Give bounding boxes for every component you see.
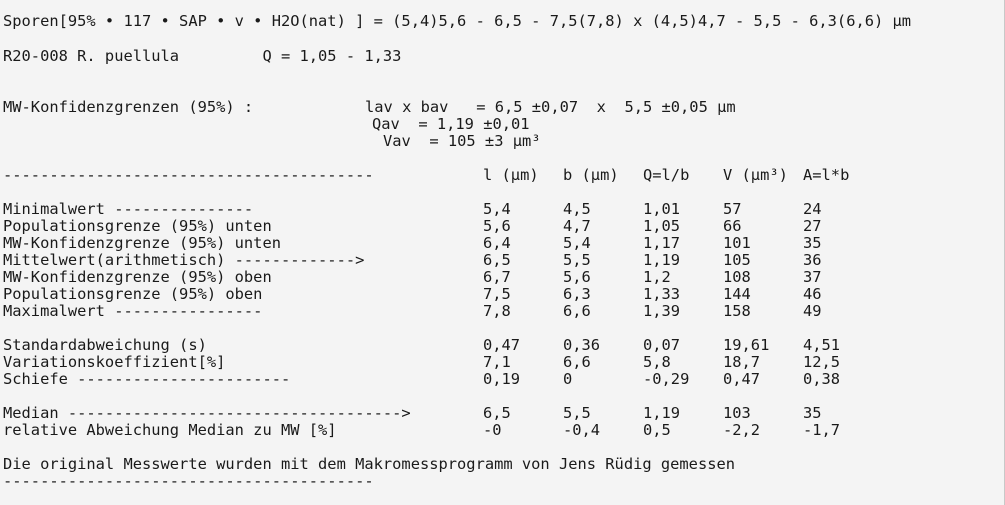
table-cell: 49	[803, 302, 822, 320]
table-cell: 0,47	[723, 370, 761, 388]
table-cell: 5,6	[483, 217, 511, 235]
table-cell: 24	[803, 200, 822, 218]
row-label: Variationskoeffizient[%]	[3, 353, 226, 371]
table-cell: 5,4	[563, 234, 591, 252]
table-cell: 6,3	[563, 285, 591, 303]
table-cell: 7,8	[483, 302, 511, 320]
table-cell: 35	[803, 404, 822, 422]
table-cell: 144	[723, 285, 751, 303]
table-cell: 0,36	[563, 336, 601, 354]
table-cell: 18,7	[723, 353, 761, 371]
table-cell: 1,19	[643, 251, 681, 269]
table-cell: 57	[723, 200, 742, 218]
table-cell: 5,5	[563, 404, 591, 422]
table-cell: 6,5	[483, 404, 511, 422]
table-cell: -2,2	[723, 421, 761, 439]
table-cell: 7,1	[483, 353, 511, 371]
table-cell: -0,4	[563, 421, 601, 439]
table-cell: 1,17	[643, 234, 681, 252]
table-cell: 5,4	[483, 200, 511, 218]
table-cell: 158	[723, 302, 751, 320]
column-header-length: l (µm)	[483, 166, 539, 184]
table-cell: 6,6	[563, 302, 591, 320]
lav-bav-value: lav x bav = 6,5 ±0,07 x 5,5 ±0,05 µm	[365, 98, 736, 116]
table-cell: 6,4	[483, 234, 511, 252]
table-cell: 6,7	[483, 268, 511, 286]
table-cell: -0	[483, 421, 502, 439]
table-cell: 5,5	[563, 251, 591, 269]
table-cell: 108	[723, 268, 751, 286]
table-cell: -0,29	[643, 370, 690, 388]
table-cell: 1,01	[643, 200, 681, 218]
row-label: Populationsgrenze (95%) unten	[3, 217, 272, 235]
table-cell: 19,61	[723, 336, 770, 354]
table-cell: 0,5	[643, 421, 671, 439]
column-header-ratio: Q=l/b	[643, 166, 690, 184]
table-cell: 7,5	[483, 285, 511, 303]
table-cell: 0,19	[483, 370, 521, 388]
table-cell: 6,6	[563, 353, 591, 371]
column-header-volume: V (µm³)	[723, 166, 788, 184]
row-label: MW-Konfidenzgrenze (95%) unten	[3, 234, 281, 252]
column-header-width: b (µm)	[563, 166, 619, 184]
table-cell: 66	[723, 217, 742, 235]
table-cell: 105	[723, 251, 751, 269]
table-cell: 4,5	[563, 200, 591, 218]
row-label: Minimalwert ---------------	[3, 200, 254, 218]
table-cell: 1,33	[643, 285, 681, 303]
table-cell: 5,6	[563, 268, 591, 286]
row-label: Schiefe -----------------------	[3, 370, 291, 388]
table-cell: 0,38	[803, 370, 841, 388]
table-cell: 35	[803, 234, 822, 252]
table-cell: 12,5	[803, 353, 841, 371]
footer-note: Die original Messwerte wurden mit dem Makromessprogramm von Jens Rüdig gemessen	[3, 455, 736, 473]
row-label: Mittelwert(arithmetisch) ------------->	[3, 251, 365, 269]
qav-value: Qav = 1,19 ±0,01	[372, 115, 530, 133]
row-label: Median ------------------------------------>	[3, 404, 411, 422]
row-label: Maximalwert ----------------	[3, 302, 263, 320]
table-cell: 4,51	[803, 336, 841, 354]
column-header-area: A=l*b	[803, 166, 850, 184]
table-cell: 1,2	[643, 268, 671, 286]
table-cell: 27	[803, 217, 822, 235]
table-cell: 36	[803, 251, 822, 269]
spore-summary-line: Sporen[95% • 117 • SAP • v • H2O(nat) ] = (5,4)5,6 - 6,5 - 7,5(7,8) x (4,5)4,7 - 5,5 - 6,3(6,6) µm	[3, 12, 912, 30]
table-cell: 4,7	[563, 217, 591, 235]
table-cell: 103	[723, 404, 751, 422]
table-cell: 1,05	[643, 217, 681, 235]
table-separator: ----------------------------------------	[3, 166, 374, 184]
table-cell: 0	[563, 370, 573, 388]
vav-value: Vav = 105 ±3 µm³	[383, 132, 541, 150]
table-cell: 1,19	[643, 404, 681, 422]
confidence-label: MW-Konfidenzgrenzen (95%) :	[3, 98, 254, 116]
table-cell: 6,5	[483, 251, 511, 269]
table-cell: 0,47	[483, 336, 521, 354]
row-label: Populationsgrenze (95%) oben	[3, 285, 263, 303]
table-cell: 46	[803, 285, 822, 303]
row-label: Standardabweichung (s)	[3, 336, 207, 354]
table-cell: 1,39	[643, 302, 681, 320]
row-label: relative Abweichung Median zu MW [%]	[3, 421, 337, 439]
table-cell: 5,8	[643, 353, 671, 371]
row-label: MW-Konfidenzgrenze (95%) oben	[3, 268, 272, 286]
table-cell: 101	[723, 234, 751, 252]
table-cell: -1,7	[803, 421, 841, 439]
table-cell: 0,07	[643, 336, 681, 354]
sample-id-line: R20-008 R. puellula Q = 1,05 - 1,33	[3, 47, 402, 65]
footer-separator: ----------------------------------------	[3, 472, 374, 490]
table-cell: 37	[803, 268, 822, 286]
